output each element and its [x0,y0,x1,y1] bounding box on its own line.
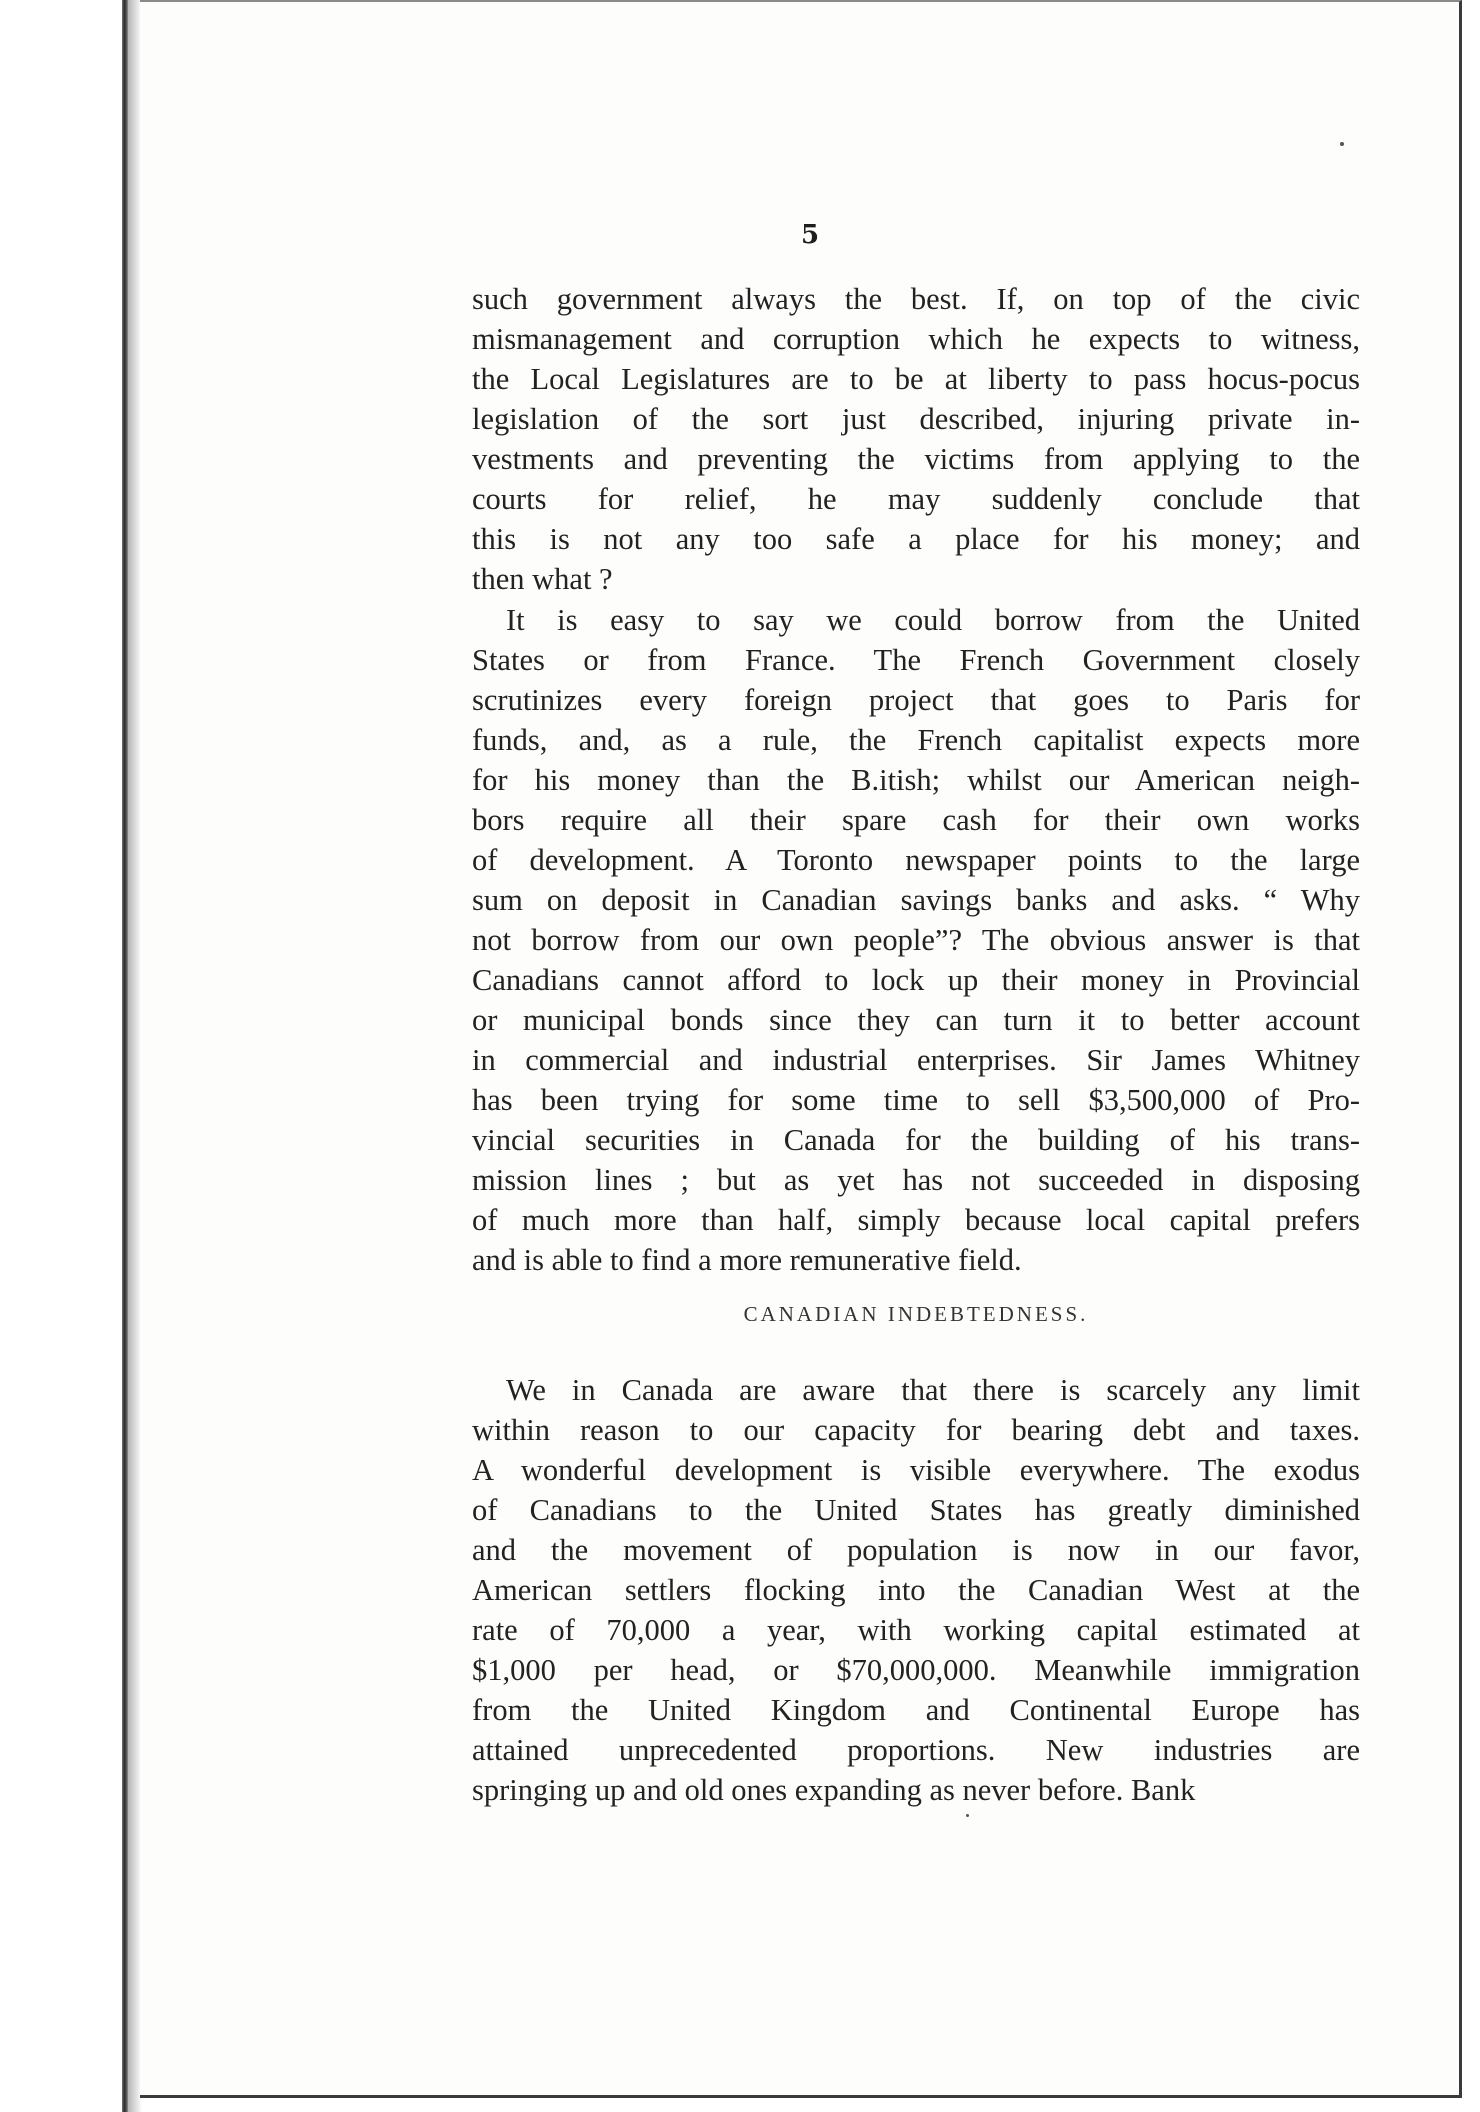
left-margin [0,0,120,2112]
text-line: It is easy to say we could borrow from the United [506,603,1360,637]
text-line: legislation of the sort just described, injuring private in- [472,402,1360,436]
paragraph-3 [472,1370,1360,1810]
text-line: this is not any too safe a place for his money; and [472,522,1360,556]
text-line: Canadians cannot afford to lock up their money in Provincial [472,963,1360,997]
text-line: then what ? [472,562,613,596]
text-line: from the United Kingdom and Continental Europe has [472,1693,1360,1727]
section-heading: CANADIAN INDEBTEDNESS. [743,1302,1089,1326]
text-line: mission lines ; but as yet has not succeeded in disposing [472,1163,1360,1197]
page-number: 5 [800,220,820,250]
text-line: such government always the best. If, on top of the civic [472,282,1360,316]
paragraph-1 [472,279,1360,599]
text-line: States or from France. The French Government closely [472,643,1360,677]
text-line: has been trying for some time to sell $3,500,000 of Pro- [472,1083,1360,1117]
text-line: American settlers flocking into the Canadian West at the [472,1573,1360,1607]
text-line: and the movement of population is now in our favor, [472,1533,1360,1567]
text-line: of Canadians to the United States has greatly diminished [472,1493,1360,1527]
text-line: and is able to find a more remunerative field. [472,1243,1022,1277]
text-line: the Local Legislatures are to be at liberty to pass hocus-pocus [472,362,1360,396]
text-line: springing up and old ones expanding as never before. Bank [472,1773,1196,1807]
text-line: courts for relief, he may suddenly conclude that [472,482,1360,516]
text-line: for his money than the B.itish; whilst our American neigh- [472,763,1360,797]
text-line: or municipal bonds since they can turn it to better account [472,1003,1360,1037]
book-page [140,0,1462,2098]
text-line: rate of 70,000 a year, with working capital estimated at [472,1613,1360,1647]
text-line: scrutinizes every foreign project that goes to Paris for [472,683,1360,717]
paragraph-2 [472,600,1360,1280]
text-line: in commercial and industrial enterprises. Sir James Whitney [472,1043,1360,1077]
text-line: bors require all their spare cash for their own works [472,803,1360,837]
text-line: We in Canada are aware that there is scarcely any limit [506,1373,1360,1407]
text-line: of much more than half, simply because local capital prefers [472,1203,1360,1237]
text-line: of development. A Toronto newspaper points to the large [472,843,1360,877]
text-line: sum on deposit in Canadian savings banks and asks. “ Why [472,883,1360,917]
text-line: vincial securities in Canada for the building of his trans- [472,1123,1360,1157]
text-line: $1,000 per head, or $70,000,000. Meanwhile immigration [472,1653,1360,1687]
text-line: vestments and preventing the victims from applying to the [472,442,1360,476]
text-line: attained unprecedented proportions. New industries are [472,1733,1360,1767]
text-line: A wonderful development is visible everywhere. The exodus [472,1453,1360,1487]
text-line: funds, and, as a rule, the French capitalist expects more [472,723,1360,757]
text-line: not borrow from our own people”? The obvious answer is that [472,923,1360,957]
text-line: mismanagement and corruption which he expects to witness, [472,322,1360,356]
scan-speck [1340,142,1344,146]
text-line: within reason to our capacity for bearing debt and taxes. [472,1413,1360,1447]
scan-speck [966,1814,969,1817]
